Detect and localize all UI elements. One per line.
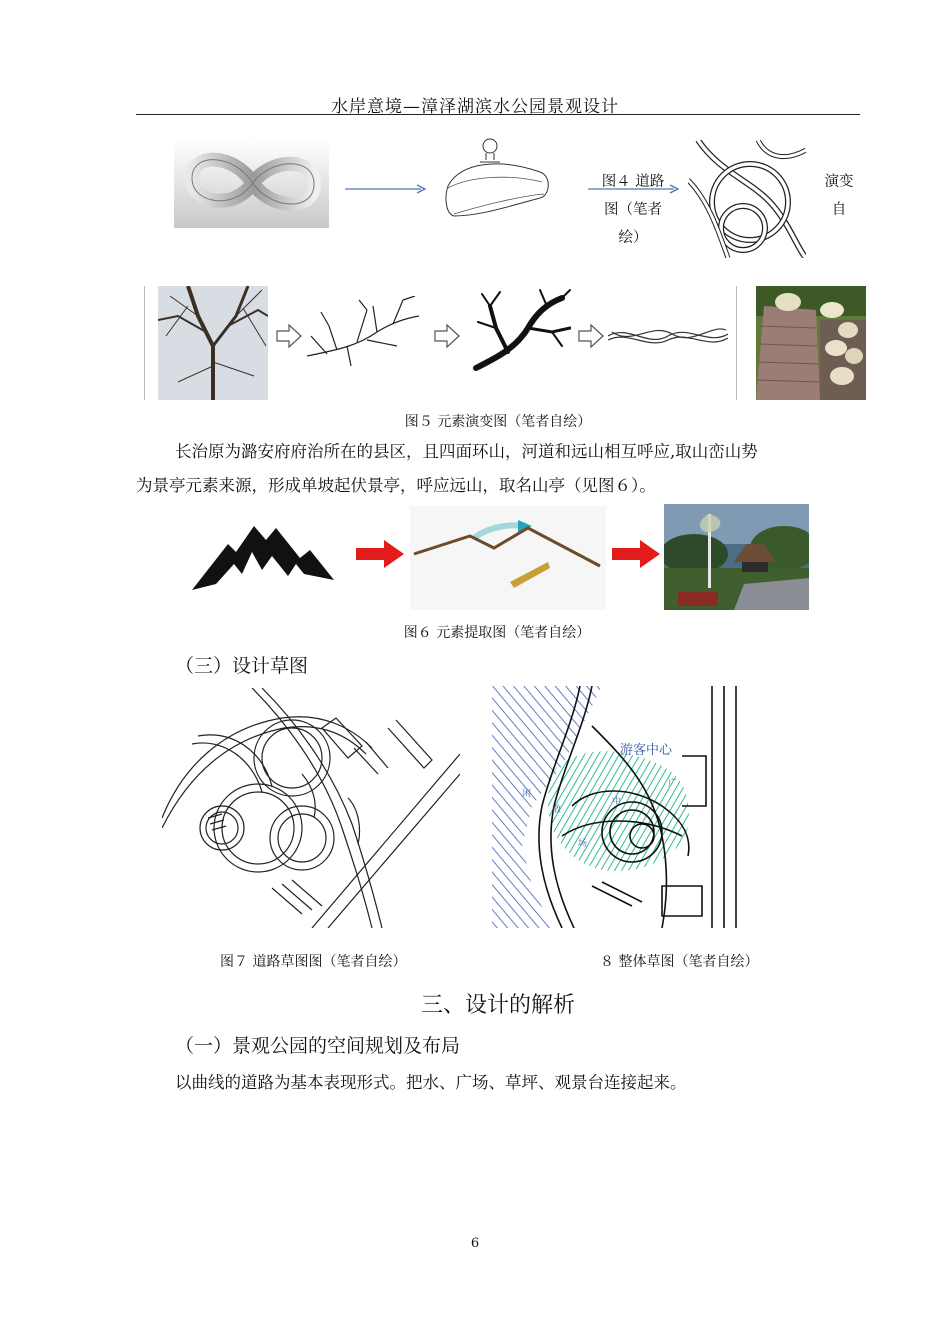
road-plan-sketch [162, 688, 460, 928]
tree-photo [158, 286, 268, 400]
wave-lines-sketch [608, 316, 728, 356]
mountain-silhouette [192, 518, 334, 590]
figure7-caption: 图７ 道路草图图（笔者自绘） [220, 954, 407, 970]
overall-plan-sketch [492, 686, 740, 928]
branch-sketch [307, 296, 419, 368]
section-body-text: 以曲线的道路为基本表现形式。把水、广场、草坪、观景台连接起来。 [175, 1073, 687, 1092]
figure4-caption-line2: 图（笔者 [604, 202, 662, 218]
page-number: 6 [470, 1236, 480, 1251]
outline-arrow-icon [577, 322, 605, 354]
svg-text:闲: 闲 [522, 789, 532, 799]
figure4-side-line2: 自 [831, 202, 847, 218]
svg-text:广: 广 [668, 779, 678, 789]
arrow-overlay-icon [588, 180, 680, 199]
paragraph-line-2: 为景亭元素来源，形成单坡起伏景亭，呼应远山，取名山亭（见图６）。 [136, 476, 656, 495]
header-rule [136, 114, 860, 115]
road-sketch-image [688, 140, 806, 258]
figure8-caption: ８ 整体草图（笔者自绘） [600, 954, 759, 970]
running-header-title: 水岸意境—漳泽湖滨水公园景观设计 [331, 97, 619, 117]
figure8-annotation: 游客中心 [620, 743, 673, 758]
mobius-image [174, 140, 329, 228]
figure5-border-right [736, 286, 737, 400]
section-heading-design-sketch: （三）设计草图 [175, 655, 309, 677]
svg-text:散: 散 [552, 805, 562, 815]
figure4-side-text [818, 168, 860, 224]
section-heading-space-planning: （一）景观公园的空间规划及布局 [175, 1035, 461, 1057]
outline-arrow-icon [433, 322, 461, 354]
outline-arrow-icon [275, 322, 303, 354]
chapter-heading-design-analysis: 三、设计的解析 [420, 993, 575, 1018]
svg-text:场: 场 [578, 839, 588, 849]
red-arrow-icon [356, 540, 404, 572]
paragraph-line-1: 长治原为潞安府府治所在的县区，且四面环山，河道和远山相互呼应,取山峦山势 [175, 442, 758, 461]
figure4-side-line1: 演变 [824, 174, 854, 190]
branch-silhouette [466, 288, 571, 376]
svg-text:中: 中 [612, 797, 622, 807]
arrow-right-icon [345, 180, 427, 199]
figure5-caption: 图５ 元素演变图（笔者自绘） [404, 414, 592, 430]
pavilion-render-photo [664, 504, 809, 610]
roof-abstraction-sketch [410, 506, 606, 610]
stone-landscape-photo [756, 286, 866, 400]
figure6-caption: 图６ 元素提取图（笔者自绘） [403, 625, 591, 641]
red-arrow-icon [612, 540, 660, 572]
figure4-caption-line3: 绘） [618, 230, 648, 246]
figure4-caption-line1: 图４ 道路 [601, 174, 665, 190]
pavilion-sketch [440, 136, 555, 236]
figure5-border-left [144, 286, 145, 400]
